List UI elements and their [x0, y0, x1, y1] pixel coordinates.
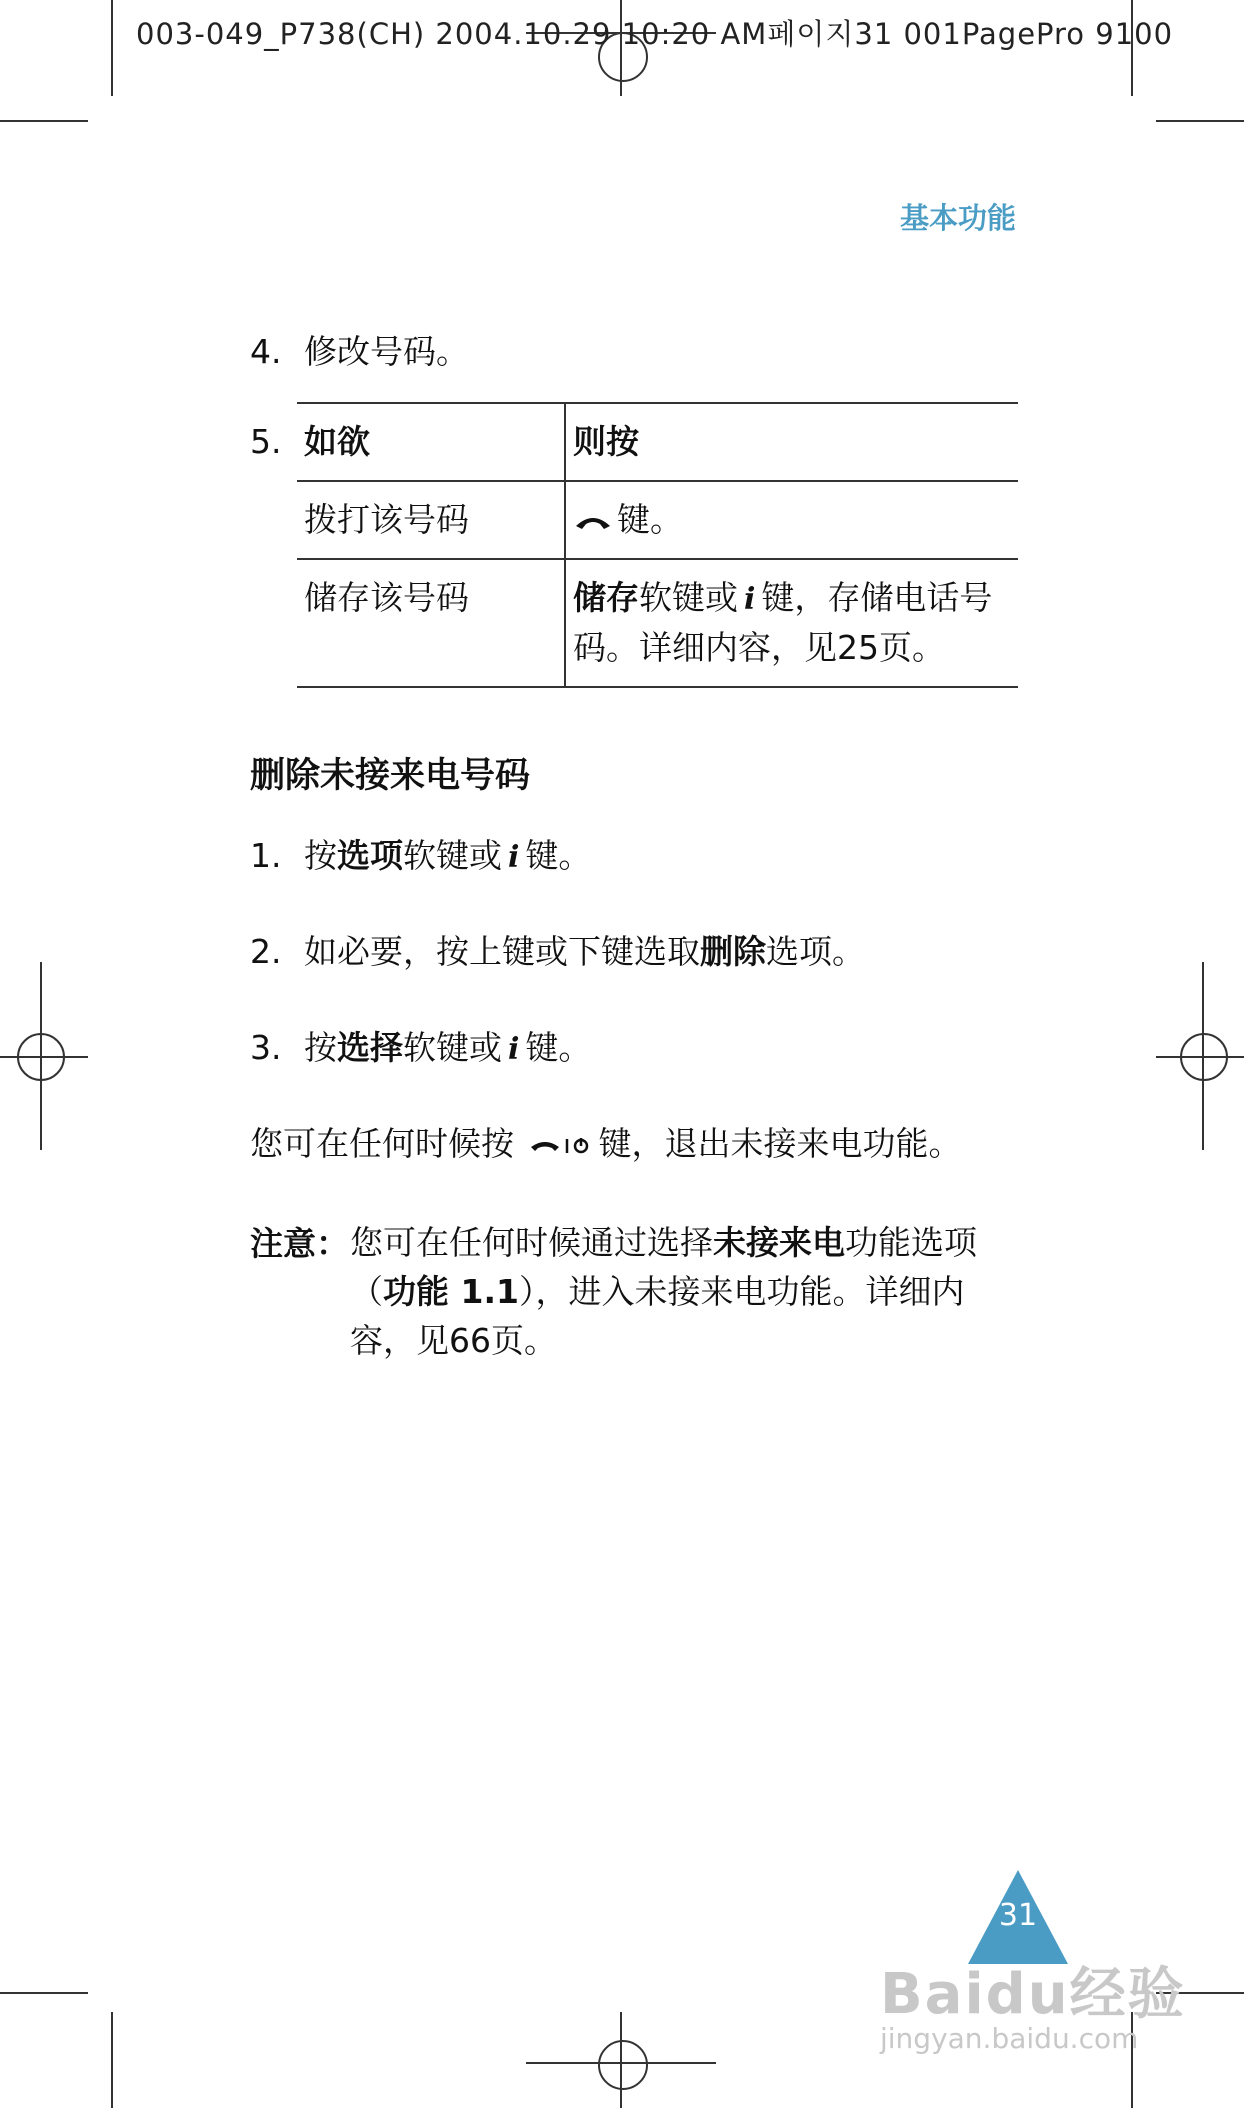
- step-text: 键。: [525, 1028, 592, 1067]
- exit-text: 键，退出未接来电功能。: [598, 1124, 962, 1163]
- step-1: [250, 830, 591, 877]
- crop-mark: [111, 2012, 113, 2108]
- note-text: 功能选项（: [350, 1223, 977, 1311]
- col-header-press: 则按: [573, 422, 639, 461]
- watermark-brand: Baidu经验: [880, 1962, 1186, 2027]
- step-text: 修改号码。: [304, 332, 469, 371]
- info-key-icon: i: [508, 1032, 520, 1067]
- step-number: 2.: [250, 932, 282, 971]
- exit-text: 您可在任何时候按: [250, 1124, 514, 1163]
- table-row: [297, 559, 1018, 687]
- step-text: 按: [304, 836, 337, 875]
- step-text: 按: [304, 1028, 337, 1067]
- info-key-icon: i: [744, 582, 756, 617]
- step-text: 键。: [525, 836, 592, 875]
- watermark-url: jingyan.baidu.com: [880, 2022, 1139, 2055]
- page-number: 31: [998, 1898, 1038, 1933]
- cell-want: 拨打该号码: [297, 481, 565, 559]
- crop-mark: [0, 1992, 88, 1994]
- options-table: [297, 402, 1018, 688]
- step-2: [250, 926, 865, 973]
- send-key-icon: [573, 512, 613, 532]
- cell-press-text: 键，存储电话号码。详细内容，见25页。: [573, 578, 993, 667]
- step-text: 如必要，按上键或下键选取: [304, 932, 700, 971]
- cell-want: 储存该号码: [297, 559, 565, 687]
- feature-name: 未接来电: [713, 1223, 845, 1262]
- note-body: [350, 1218, 1010, 1365]
- info-key-icon: i: [508, 840, 520, 875]
- table-row: [297, 481, 1018, 559]
- exit-instruction: [250, 1118, 962, 1165]
- crop-mark: [1156, 120, 1244, 122]
- crop-mark: [111, 0, 113, 96]
- cell-press-text: 软键或: [639, 578, 738, 617]
- step-text: 软键或: [403, 1028, 502, 1067]
- step-3: [250, 1022, 591, 1069]
- cell-press: [565, 559, 1018, 687]
- option-label: 删除: [700, 932, 766, 971]
- note-text: 您可在任何时候通过选择: [350, 1223, 713, 1262]
- step-number: 3.: [250, 1028, 282, 1067]
- end-power-key-icon: [529, 1135, 595, 1157]
- note-text: ），进入未接来电功能。详细内容，见66页。: [350, 1272, 965, 1360]
- softkey-label: 选择: [337, 1028, 403, 1067]
- section-title: 基本功能: [899, 201, 1016, 235]
- step-number: 4.: [250, 332, 282, 371]
- step-number: 1.: [250, 836, 282, 875]
- watermark: [880, 1950, 1186, 2055]
- menu-reference: 功能 1.1: [383, 1272, 519, 1311]
- step-text: 软键或: [403, 836, 502, 875]
- section-heading: 删除未接来电号码: [250, 756, 531, 796]
- note-label: 注意：: [250, 1224, 349, 1263]
- crop-mark: [0, 120, 88, 122]
- step-5-number: 5.: [250, 422, 282, 461]
- registration-circle: [598, 2040, 648, 2090]
- print-header: 003-049_P738(CH) 2004.10.29 10:20 AM페이지31 001PagePro 9100: [136, 17, 1174, 51]
- registration-circle: [17, 1033, 65, 1081]
- step-4: [250, 326, 469, 373]
- step-text: 选项。: [766, 932, 865, 971]
- cell-press-text: 键。: [617, 500, 683, 539]
- softkey-label: 储存: [573, 578, 639, 617]
- softkey-label: 选项: [337, 836, 403, 875]
- cell-press: [565, 481, 1018, 559]
- col-header-want: 如欲: [297, 403, 565, 481]
- table-header-row: [297, 403, 1018, 481]
- registration-circle: [1180, 1033, 1228, 1081]
